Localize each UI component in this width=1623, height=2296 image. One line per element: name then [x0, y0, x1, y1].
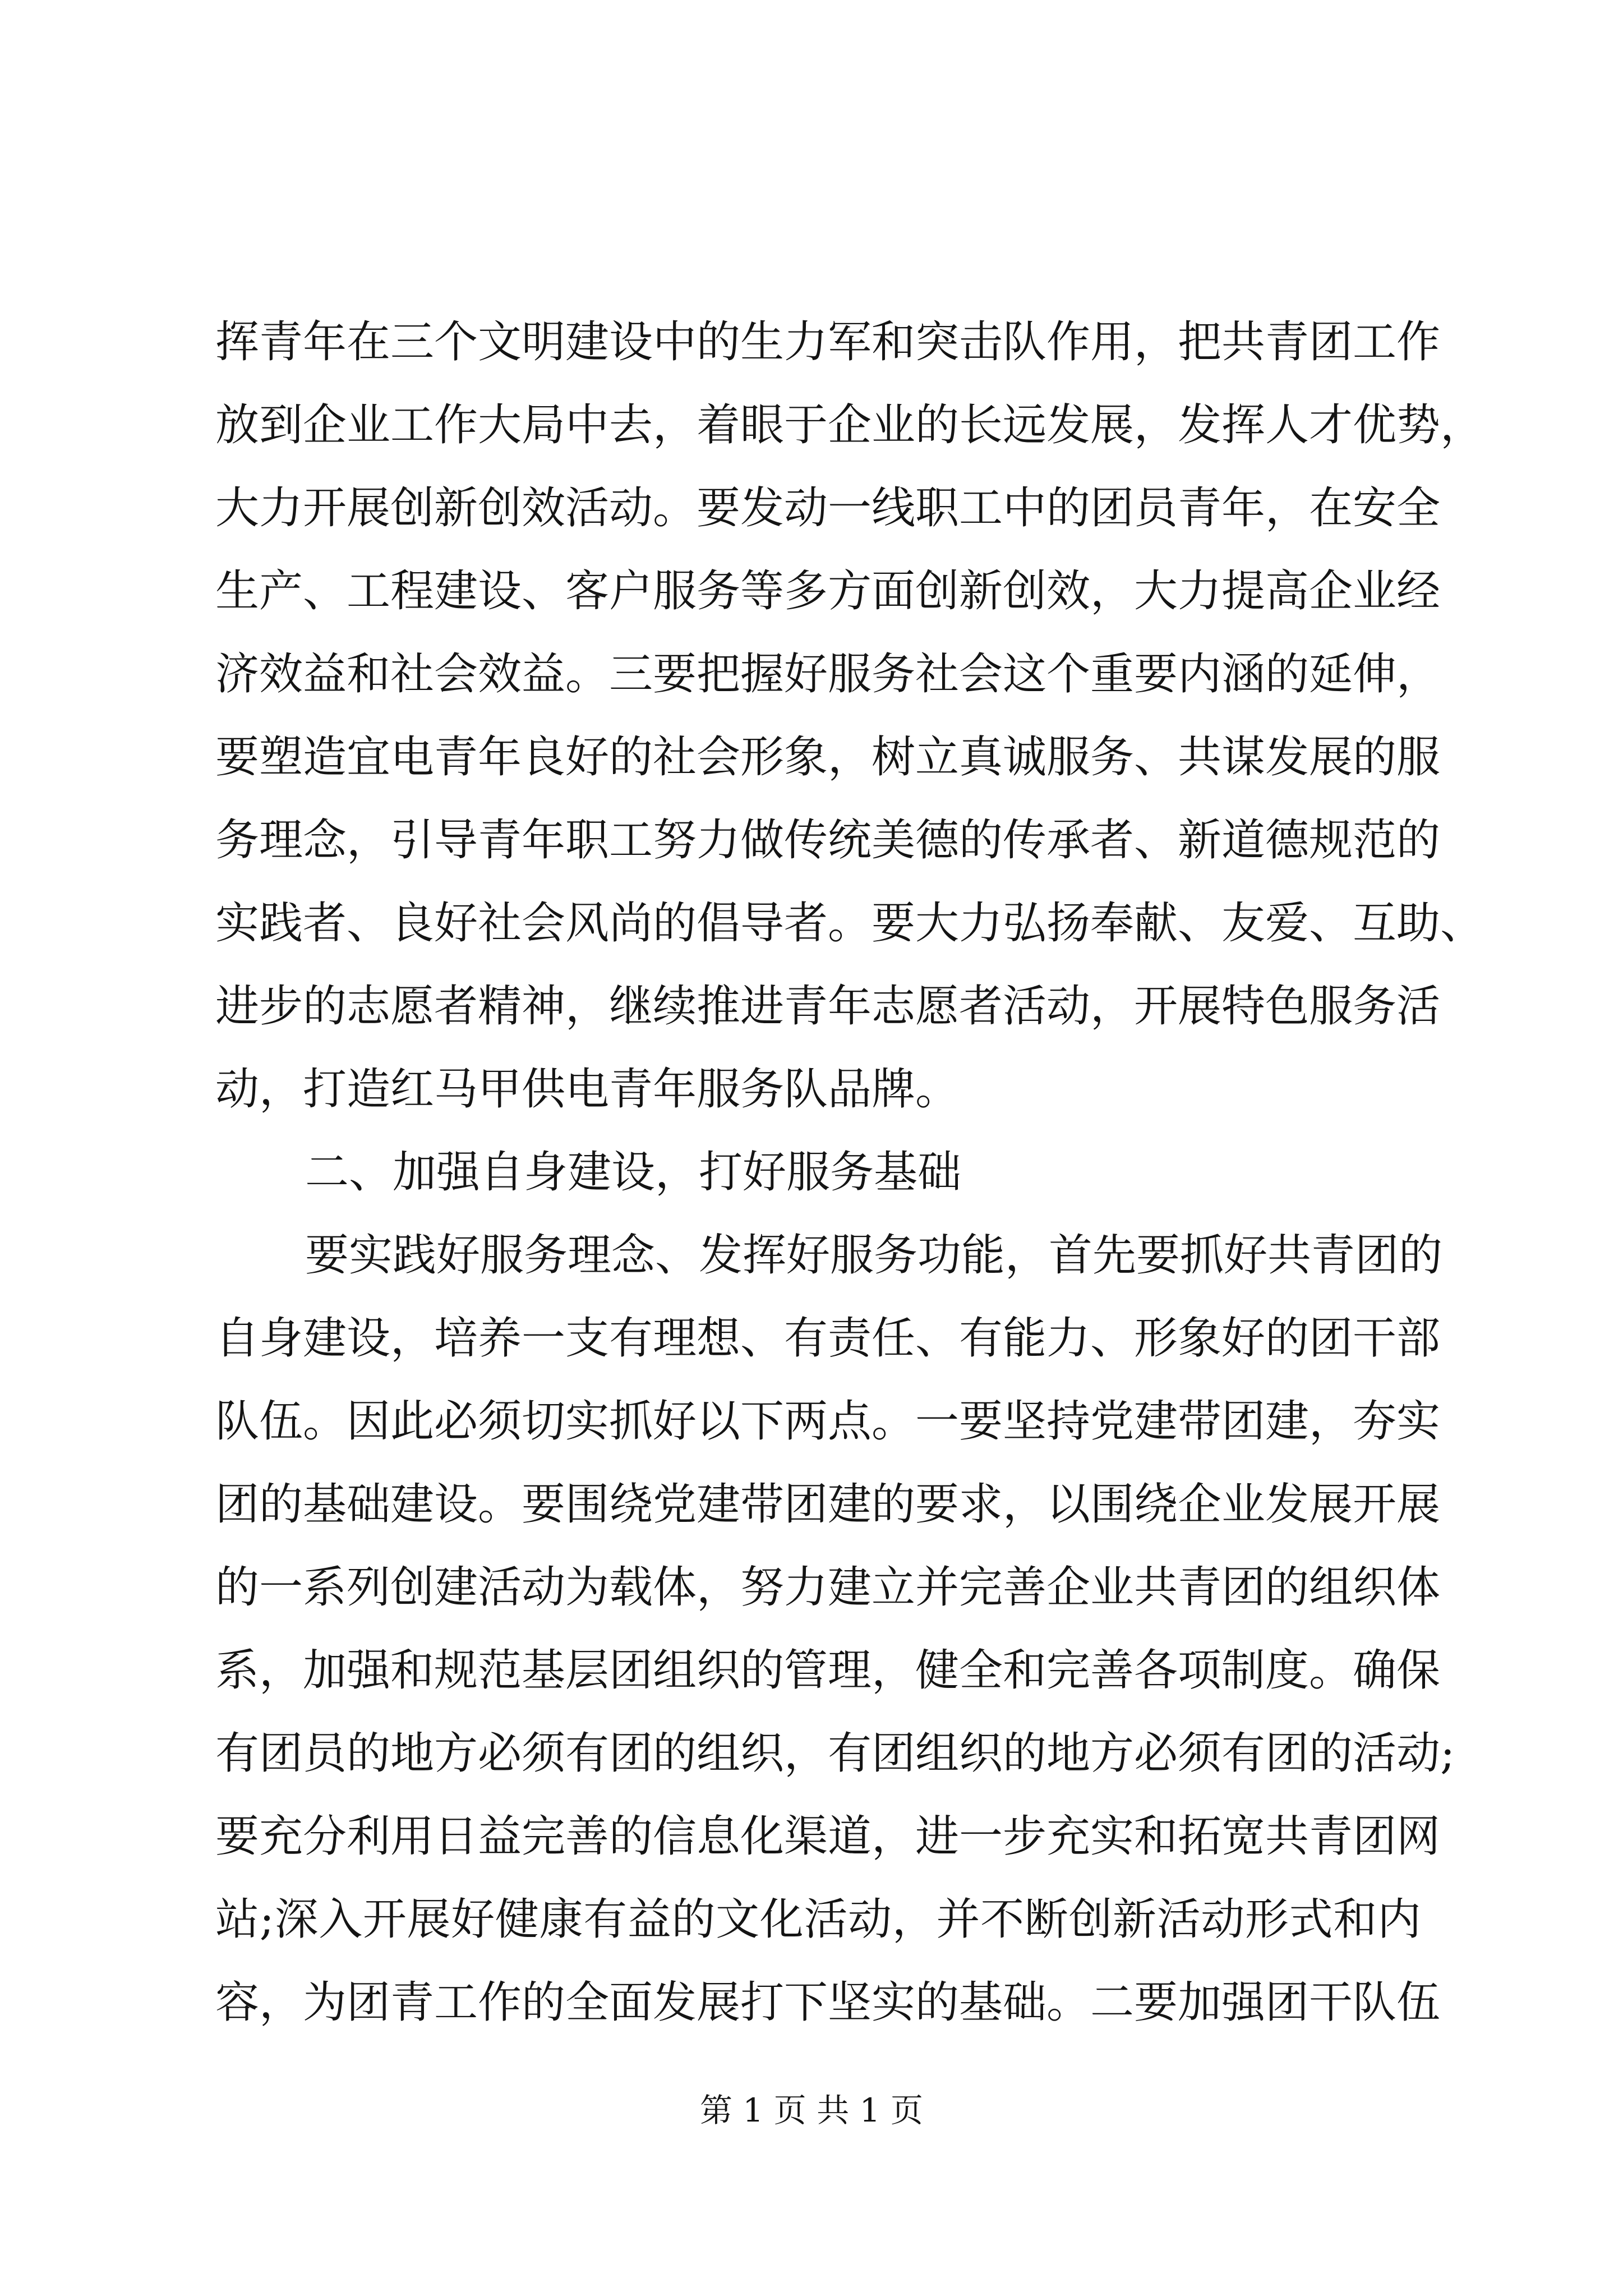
text-line: 站;深入开展好健康有益的文化活动，并不断创新活动形式和内 — [215, 1894, 1421, 1945]
text-line: 的一系列创建活动为载体，努力建立并完善企业共青团的组织体 — [215, 1562, 1441, 1613]
text-line: 实践者、良好社会风尚的倡导者。要大力弘扬奉献、友爱、互助、 — [215, 898, 1484, 949]
text-line: 放到企业工作大局中去，着眼于企业的长远发展，发挥人才优势， — [215, 400, 1484, 450]
text-line: 有团员的地方必须有团的组织，有团组织的地方必须有团的活动; — [215, 1728, 1455, 1779]
page-number-footer: 第 1 页 共 1 页 — [700, 2091, 923, 2129]
text-line: 生产、工程建设、客户服务等多方面创新创效，大力提高企业经 — [215, 566, 1441, 616]
text-line: 挥青年在三个文明建设中的生力军和突击队作用，把共青团工作 — [215, 317, 1441, 367]
text-line: 要塑造宜电青年良好的社会形象，树立真诚服务、共谋发展的服 — [215, 732, 1441, 783]
text-line: 济效益和社会效益。三要把握好服务社会这个重要内涵的延伸， — [215, 649, 1441, 700]
section-heading: 二、加强自身建设，打好服务基础 — [305, 1147, 962, 1198]
text-line: 务理念，引导青年职工努力做传统美德的传承者、新道德规范的 — [215, 815, 1441, 866]
text-line: 自身建设，培养一支有理想、有责任、有能力、形象好的团干部 — [215, 1313, 1441, 1364]
text-line: 大力开展创新创效活动。要发动一线职工中的团员青年，在安全 — [215, 483, 1441, 533]
text-line: 进步的志愿者精神，继续推进青年志愿者活动，开展特色服务活 — [215, 981, 1441, 1032]
text-line: 要实践好服务理念、发挥好服务功能，首先要抓好共青团的 — [305, 1230, 1443, 1281]
body-text — [215, 301, 1484, 2044]
text-line: 要充分利用日益完善的信息化渠道，进一步充实和拓宽共青团网 — [215, 1811, 1441, 1862]
text-line: 团的基础建设。要围绕党建带团建的要求，以围绕企业发展开展 — [215, 1479, 1441, 1530]
text-line: 系，加强和规范基层团组织的管理，健全和完善各项制度。确保 — [215, 1645, 1441, 1696]
text-line: 容，为团青工作的全面发展打下坚实的基础。二要加强团干队伍 — [215, 1977, 1441, 2028]
text-line: 动，打造红马甲供电青年服务队品牌。 — [215, 1064, 960, 1115]
text-line: 队伍。因此必须切实抓好以下两点。一要坚持党建带团建，夯实 — [215, 1396, 1441, 1447]
